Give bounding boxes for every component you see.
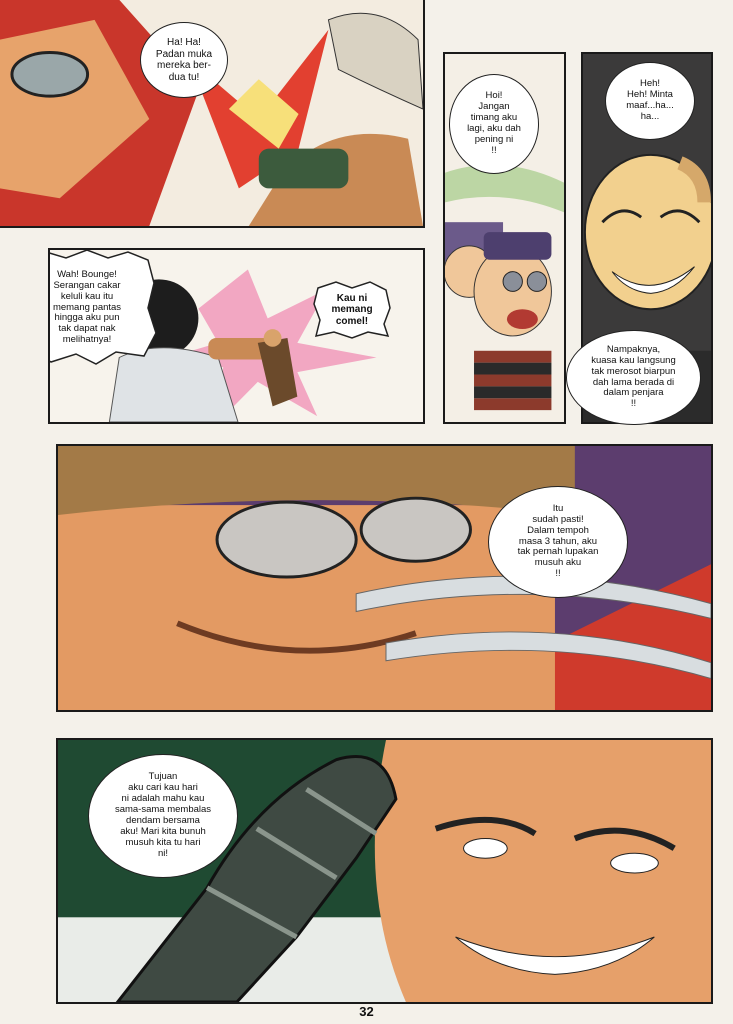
panel-1 bbox=[0, 0, 425, 228]
speech-bubble-nampaknya: Nampaknya, kuasa kau langsung tak merosot biarpun dah lama berada di dalam penjara !! bbox=[566, 330, 701, 425]
page-number: 32 bbox=[359, 1004, 374, 1019]
speech-bubble-laugh: Ha! Ha! Padan muka mereka ber- dua tu! bbox=[140, 22, 228, 98]
speech-burst-comel bbox=[312, 280, 392, 340]
speech-bubble-tujuan: Tujuan aku cari kau hari ni adalah mahu kau sama-sama membalas dendam bersama aku! Mari kita bunuh musuh kita tu hari ni! bbox=[88, 754, 238, 878]
speech-bubble-heh: Heh! Heh! Minta maaf...ha... ha... bbox=[605, 62, 695, 140]
panel-5-art bbox=[58, 446, 711, 710]
panel-5 bbox=[56, 444, 713, 712]
speech-burst-praise bbox=[48, 248, 158, 368]
speech-burst-comel-text: Kau ni memang comel! bbox=[331, 292, 373, 327]
panel-3 bbox=[443, 52, 566, 424]
speech-bubble-hoi: Hoi! Jangan timang aku lagi, aku dah pening ni !! bbox=[449, 74, 539, 174]
panel-6 bbox=[56, 738, 713, 1004]
speech-bubble-itu-pasti: Itu sudah pasti! Dalam tempoh masa 3 tahun, aku tak pernah lupakan musuh aku !! bbox=[488, 486, 628, 598]
speech-burst-praise-text: Wah! Bounge! Serangan cakar keluli kau itu memang pantas hingga aku pun tak dapat nak melihatnya! bbox=[52, 268, 122, 346]
panel-2 bbox=[48, 248, 425, 424]
